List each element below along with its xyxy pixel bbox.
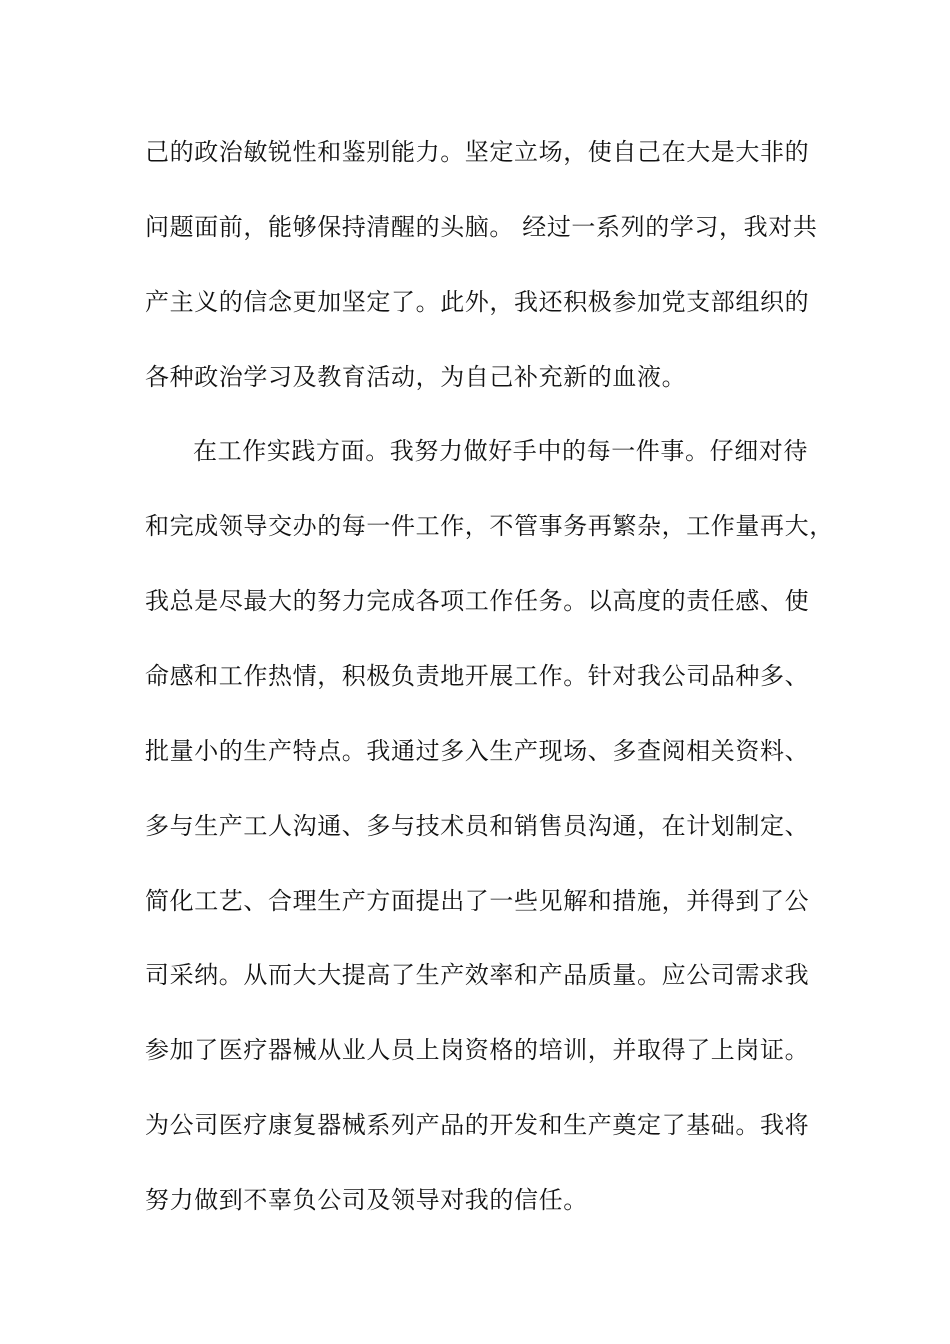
text-line-15: 努力做到不辜负公司及领导对我的信任。 bbox=[145, 1186, 588, 1214]
text-line-13: 参加了医疗器械从业人员上岗资格的培训，并取得了上岗证。 bbox=[145, 1036, 810, 1064]
text-line-10: 多与生产工人沟通、多与技术员和销售员沟通，在计划制定、 bbox=[145, 812, 810, 840]
text-line-6: 和完成领导交办的每一件工作，不管事务再繁杂，工作量再大， bbox=[145, 512, 834, 540]
text-line-7: 我总是尽最大的努力完成各项工作任务。以高度的责任感、使 bbox=[145, 587, 810, 615]
text-line-3: 产主义的信念更加坚定了。此外，我还积极参加党支部组织的 bbox=[145, 288, 810, 316]
text-line-1: 己的政治敏锐性和鉴别能力。坚定立场，使自己在大是大非的 bbox=[145, 138, 810, 166]
text-line-9: 批量小的生产特点。我通过多入生产现场、多查阅相关资料、 bbox=[145, 737, 810, 765]
text-line-8: 命感和工作热情，积极负责地开展工作。针对我公司品种多、 bbox=[145, 662, 810, 690]
text-line-5: 在工作实践方面。我努力做好手中的每一件事。仔细对待 bbox=[193, 437, 808, 465]
text-line-4: 各种政治学习及教育活动，为自己补充新的血液。 bbox=[145, 363, 687, 391]
text-line-2: 问题面前，能够保持清醒的头脑。 经过一系列的学习，我对共 bbox=[145, 213, 818, 241]
text-line-11: 简化工艺、合理生产方面提出了一些见解和措施，并得到了公 bbox=[145, 887, 810, 915]
text-line-12: 司采纳。从而大大提高了生产效率和产品质量。应公司需求我 bbox=[145, 961, 810, 989]
text-line-14: 为公司医疗康复器械系列产品的开发和生产奠定了基础。我将 bbox=[145, 1111, 810, 1139]
